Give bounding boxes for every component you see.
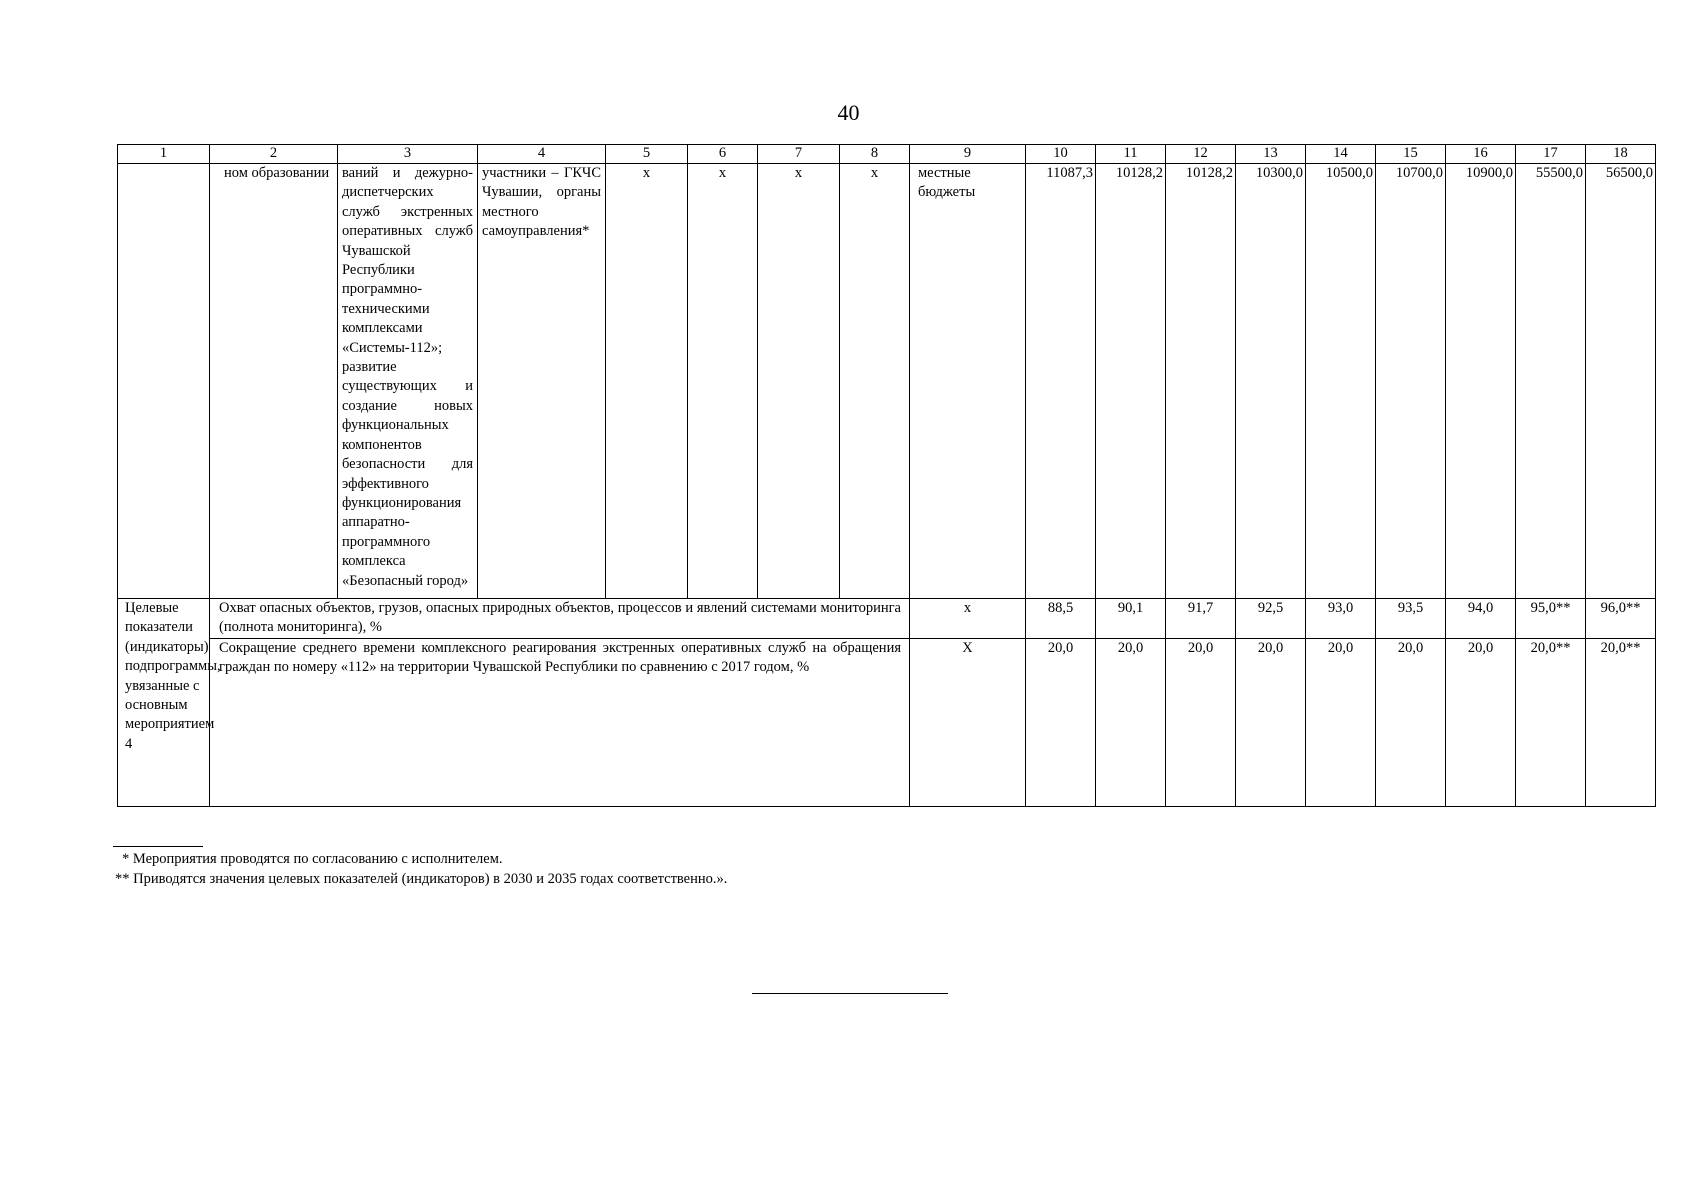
header-cell: 14 [1306,145,1376,164]
indicator-text: Охват опасных объектов, грузов, опасных природных объектов, процессов и явлений системами мониторинга (полнота мониторинга), % [210,599,910,639]
header-cell: 5 [606,145,688,164]
footnotes [115,849,727,889]
header-cell: 11 [1096,145,1166,164]
value-cell: 95,0** [1516,599,1586,639]
value-cell: 88,5 [1026,599,1096,639]
value-cell: 56500,0 [1586,164,1656,599]
value-cell: 11087,3 [1026,164,1096,599]
value-cell: 20,0 [1236,638,1306,806]
value-cell: 10128,2 [1096,164,1166,599]
value-cell: 10300,0 [1236,164,1306,599]
value-cell: 93,0 [1306,599,1376,639]
header-cell: 7 [758,145,840,164]
header-cell: 17 [1516,145,1586,164]
header-cell: 10 [1026,145,1096,164]
table-cell: X [910,638,1026,806]
table-cell-measure-text: ваний и дежурно-диспетчерских служб экстренных оперативных служб Чувашской Республики программно-техническими комплексами «Системы-112»; развитие существующих и создание новых функциональных компонентов безопасности для эффективного функционирования аппаратно-программного комплекса «Безопасный город» [338,164,478,599]
table-cell: x [606,164,688,599]
header-cell: 9 [910,145,1026,164]
header-cell: 8 [840,145,910,164]
header-cell: 3 [338,145,478,164]
value-cell: 20,0 [1096,638,1166,806]
header-cell: 12 [1166,145,1236,164]
table-cell: x [840,164,910,599]
header-cell: 13 [1236,145,1306,164]
value-cell: 20,0 [1376,638,1446,806]
table-row-indicator [118,638,1656,806]
table-cell: x [758,164,840,599]
table-cell-funding-source: местные бюджеты [910,164,1026,599]
value-cell: 93,5 [1376,599,1446,639]
indicators-label: Целевые показатели (индикаторы) подпрограммы, увязанные с основным мероприятием 4 [118,599,210,807]
table-row-measure [118,164,1656,599]
value-cell: 20,0** [1516,638,1586,806]
budget-table [117,144,1656,807]
value-cell: 20,0 [1026,638,1096,806]
header-cell: 6 [688,145,758,164]
value-cell: 10700,0 [1376,164,1446,599]
header-cell: 18 [1586,145,1656,164]
table-cell: x [910,599,1026,639]
value-cell: 20,0 [1446,638,1516,806]
table-cell [118,164,210,599]
header-cell: 2 [210,145,338,164]
value-cell: 20,0 [1306,638,1376,806]
value-cell: 94,0 [1446,599,1516,639]
value-cell: 96,0** [1586,599,1656,639]
page-number: 40 [837,100,860,125]
table-cell: x [688,164,758,599]
table-cell-executor: ном образовании [210,164,338,599]
header-row [118,145,1656,164]
value-cell: 92,5 [1236,599,1306,639]
table-cell-participants: участники – ГКЧС Чувашии, органы местного самоуправления* [478,164,606,599]
table-row-indicator [118,599,1656,639]
value-cell: 91,7 [1166,599,1236,639]
header-cell: 16 [1446,145,1516,164]
indicator-text: Сокращение среднего времени комплексного реагирования экстренных оперативных служб на обращения граждан по номеру «112» на территории Чувашской Республики по сравнению с 2017 годом, % [210,638,910,806]
footnote-2: ** Приводятся значения целевых показателей (индикаторов) в 2030 и 2035 годах соответственно.». [115,871,728,887]
value-cell: 55500,0 [1516,164,1586,599]
header-cell: 15 [1376,145,1446,164]
value-cell: 10900,0 [1446,164,1516,599]
value-cell: 10500,0 [1306,164,1376,599]
header-cell: 4 [478,145,606,164]
header-cell: 1 [118,145,210,164]
value-cell: 10128,2 [1166,164,1236,599]
footnote-separator [113,846,203,847]
value-cell: 20,0** [1586,638,1656,806]
end-of-document-rule [752,993,948,994]
value-cell: 90,1 [1096,599,1166,639]
footnote-1: * Мероприятия проводятся по согласованию с исполнителем. [122,851,503,867]
value-cell: 20,0 [1166,638,1236,806]
